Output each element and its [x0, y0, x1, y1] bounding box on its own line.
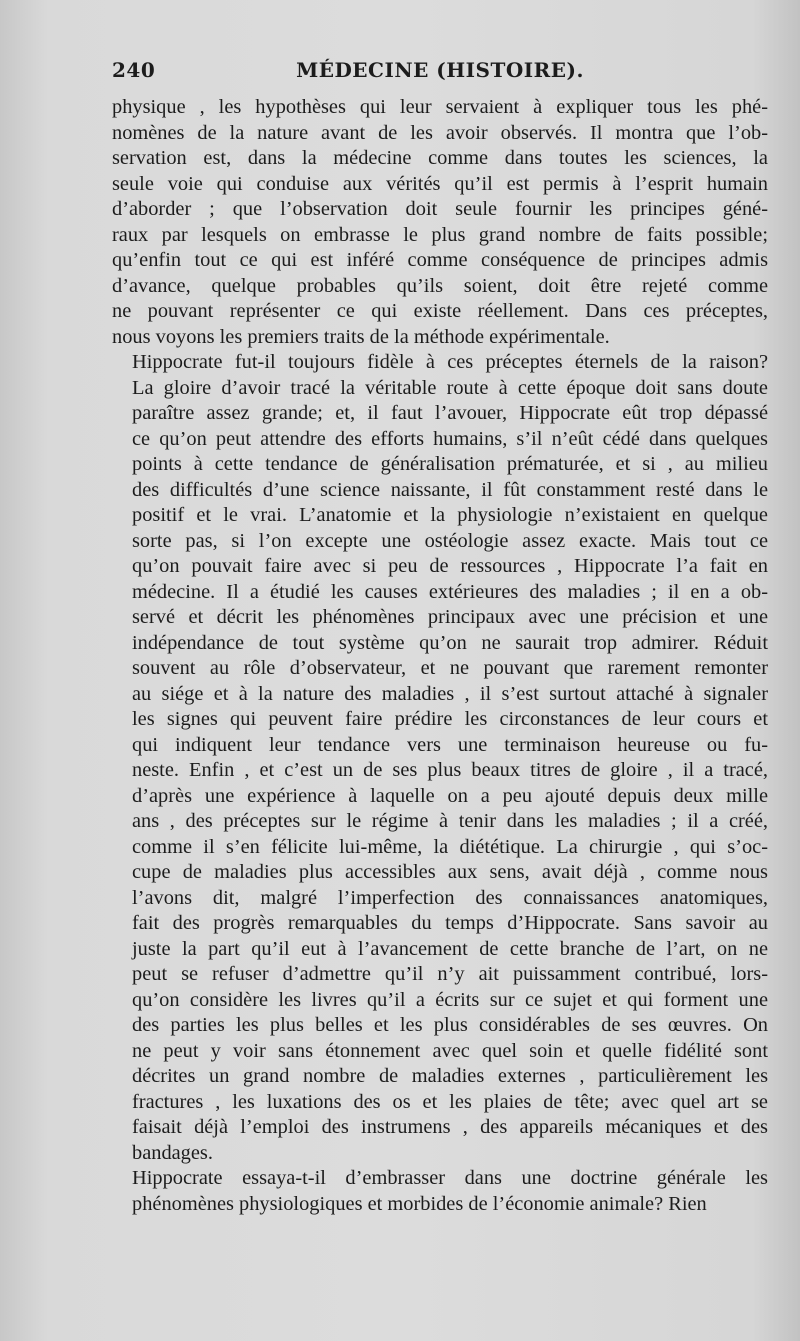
text-line: les signes qui peuvent faire prédire les circonstances de leur cours et	[132, 708, 768, 730]
paragraph	[112, 350, 768, 1166]
text-line: nomènes de la nature avant de les avoir observés. Il montra que l’ob-	[112, 121, 768, 144]
text-line: Hippocrate essaya-t-il d’embrasser dans une doctrine générale les	[132, 1167, 768, 1189]
running-title: MÉDECINE (HISTOIRE).	[296, 58, 584, 82]
text-line: souvent au rôle d’observateur, et ne pouvant que rarement remonter	[132, 657, 768, 679]
text-line: ne peut y voir sans étonnement avec quel soin et quelle fidélité sont	[132, 1039, 768, 1062]
text-line: servation est, dans la médecine comme dans toutes les sciences, la	[112, 147, 768, 169]
page-body	[112, 95, 768, 1217]
text-line: qu’enfin tout ce qui est inféré comme conséquence de principes admis	[112, 249, 768, 271]
text-line: qu’on pouvait faire avec si peu de ressources , Hippocrate l’a fait en	[132, 555, 768, 577]
text-line: indépendance de tout système qu’on ne saurait trop admirer. Réduit	[132, 631, 768, 654]
text-line: comme il s’en félicite lui-même, la diététique. La chirurgie , qui s’oc-	[132, 835, 768, 858]
text-line: bandages.	[132, 1141, 213, 1164]
paragraph	[112, 95, 768, 350]
text-line: paraître assez grande; et, il faut l’avouer, Hippocrate eût trop dépassé	[132, 402, 768, 424]
text-line: Hippocrate fut-il toujours fidèle à ces préceptes éternels de la raison?	[132, 351, 768, 373]
text-line: sorte pas, si l’on excepte une ostéologie assez exacte. Mais tout ce	[132, 529, 768, 552]
text-line: d’aborder ; que l’observation doit seule fournir les principes géné-	[112, 198, 768, 220]
text-line: peut se refuser d’admettre qu’il n’y ait puissamment contribué, lors-	[132, 963, 768, 985]
text-line: fractures , les luxations des os et les plaies de tête; avec quel art se	[132, 1090, 768, 1113]
text-line: ce qu’on peut attendre des efforts humains, s’il n’eût cédé dans quelques	[132, 427, 768, 450]
text-line: nous voyons les premiers traits de la méthode expérimentale.	[112, 325, 610, 348]
text-line: cupe de maladies plus accessibles aux sens, avait déjà , comme nous	[132, 861, 768, 883]
text-line: neste. Enfin , et c’est un de ses plus beaux titres de gloire , il a tracé,	[132, 759, 768, 781]
text-line: fait des progrès remarquables du temps d’Hippocrate. Sans savoir au	[132, 912, 768, 934]
text-line: faisait déjà l’emploi des instrumens , des appareils mécaniques et des	[132, 1116, 768, 1138]
text-line: qu’on considère les livres qu’il a écrits sur ce sujet et qui forment une	[132, 988, 768, 1011]
text-line: des difficultés d’une science naissante, il fût constamment resté dans le	[132, 478, 768, 501]
text-line: décrites un grand nombre de maladies externes , particulièrement les	[132, 1065, 768, 1087]
text-line: seule voie qui conduise aux vérités qu’il est permis à l’esprit humain	[112, 172, 768, 195]
text-line: La gloire d’avoir tracé la véritable route à cette époque doit sans doute	[132, 376, 768, 399]
text-line: positif et le vrai. L’anatomie et la physiologie n’existaient en quelque	[132, 504, 768, 526]
text-line: ne pouvant représenter ce qui existe réellement. Dans ces préceptes,	[112, 300, 768, 322]
text-line: points à cette tendance de généralisation prématurée, et si , au milieu	[132, 453, 768, 475]
text-line: d’avance, quelque probables qu’ils soient, doit être rejeté comme	[112, 274, 768, 297]
page-number: 240	[112, 58, 156, 82]
text-line: phénomènes physiologiques et morbides de l’économie animale? Rien	[132, 1192, 707, 1215]
text-line: l’avons dit, malgré l’imperfection des connaissances anatomiques,	[132, 886, 768, 909]
text-line: au siége et à la nature des maladies , il s’est surtout attaché à signaler	[132, 682, 768, 705]
text-line: des parties les plus belles et les plus considérables de ses œuvres. On	[132, 1014, 768, 1036]
text-line: physique , les hypothèses qui leur servaient à expliquer tous les phé-	[112, 96, 768, 118]
text-line: raux par lesquels on embrasse le plus grand nombre de faits possible;	[112, 223, 768, 246]
paragraph	[112, 1166, 768, 1217]
text-line: qui indiquent leur tendance vers une terminaison heureuse ou fu-	[132, 733, 768, 756]
page-header	[112, 58, 768, 88]
text-line: juste la part qu’il eut à l’avancement de cette branche de l’art, on ne	[132, 937, 768, 960]
text-line: ans , des préceptes sur le régime à tenir dans les maladies ; il a créé,	[132, 810, 768, 832]
text-line: servé et décrit les phénomènes principaux avec une précision et une	[132, 606, 768, 628]
text-line: médecine. Il a étudié les causes extérieures des maladies ; il en a ob-	[132, 580, 768, 603]
text-line: d’après une expérience à laquelle on a peu ajouté depuis deux mille	[132, 784, 768, 807]
